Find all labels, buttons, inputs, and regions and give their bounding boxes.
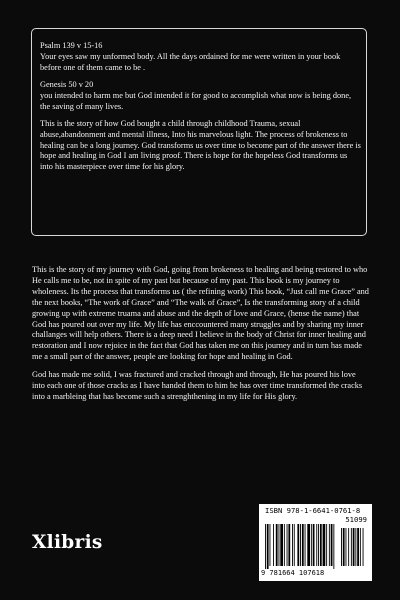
scripture-section [40, 41, 362, 180]
scripture-text: you intended to harm me but God intended it for good to accomplish what now is being done, the saving of many lives. [40, 90, 352, 111]
description-paragraph: God has made me solid, I was fractured and cracked through and through, He has poured his love into each one of those cracks as I have handed them to him he has over time transformed the cracks into a marbleing that has become such a strenghthening in my life for His glory. [32, 370, 363, 401]
scripture-reference: Genesis 50 v 20 [40, 79, 94, 89]
isbn-number: ISBN 978-1-6641-0761-8 [265, 506, 361, 515]
scripture-quote-psalm [40, 41, 362, 73]
barcode-bars [265, 524, 367, 569]
scripture-reference: Psalm 139 v 15-16 [40, 41, 103, 50]
price-code: 51099 [345, 515, 367, 524]
publisher-logo: Xlibris [32, 532, 103, 553]
isbn-barcode [259, 504, 372, 581]
description-paragraph: This is the story of my journey with God, going from brokeness to healing and being restored to who He calls me to be, not in spite of my past but because of my past. This book is my journey to wholeness. Its the process that transforms us ( the refining work) This book, “Just call me Grace” and the next books, “The work of Grace” and “The walk of Grace”, Is the transforming story of a child growing up with extreme truama and abuse and the depth of love and Grace, (hense the name) that God has poured out over my life. My life has enccountered many struggles and by sharing my inner challanges will help others. There is a deep need I believe in the body of Christ for inner healing and restoration and I now rejoice in the fact that God has taken me on this journey and in turn has made me a small part of the answer, people are looking for hope and healing in God. [32, 265, 369, 362]
book-description [32, 265, 370, 410]
story-summary: This is the story of how God bought a child through childhood Trauma, sexual abuse,abandonment and mental illness, Into his marvelous light. The process of brokeness to healing can be a long journey. God transforms us over time to become part of the answer there is hope and healing in God I am living proof. There is hope for the hopeless God transforms us into his masterpiece over time for his glory. [40, 118, 361, 172]
scripture-quote-genesis [40, 80, 362, 112]
scripture-text: Your eyes saw my unformed body. All the days ordained for me were written in your book before one of them came to be . [40, 51, 341, 72]
barcode-digits: 9 781664 107618 [261, 569, 325, 577]
